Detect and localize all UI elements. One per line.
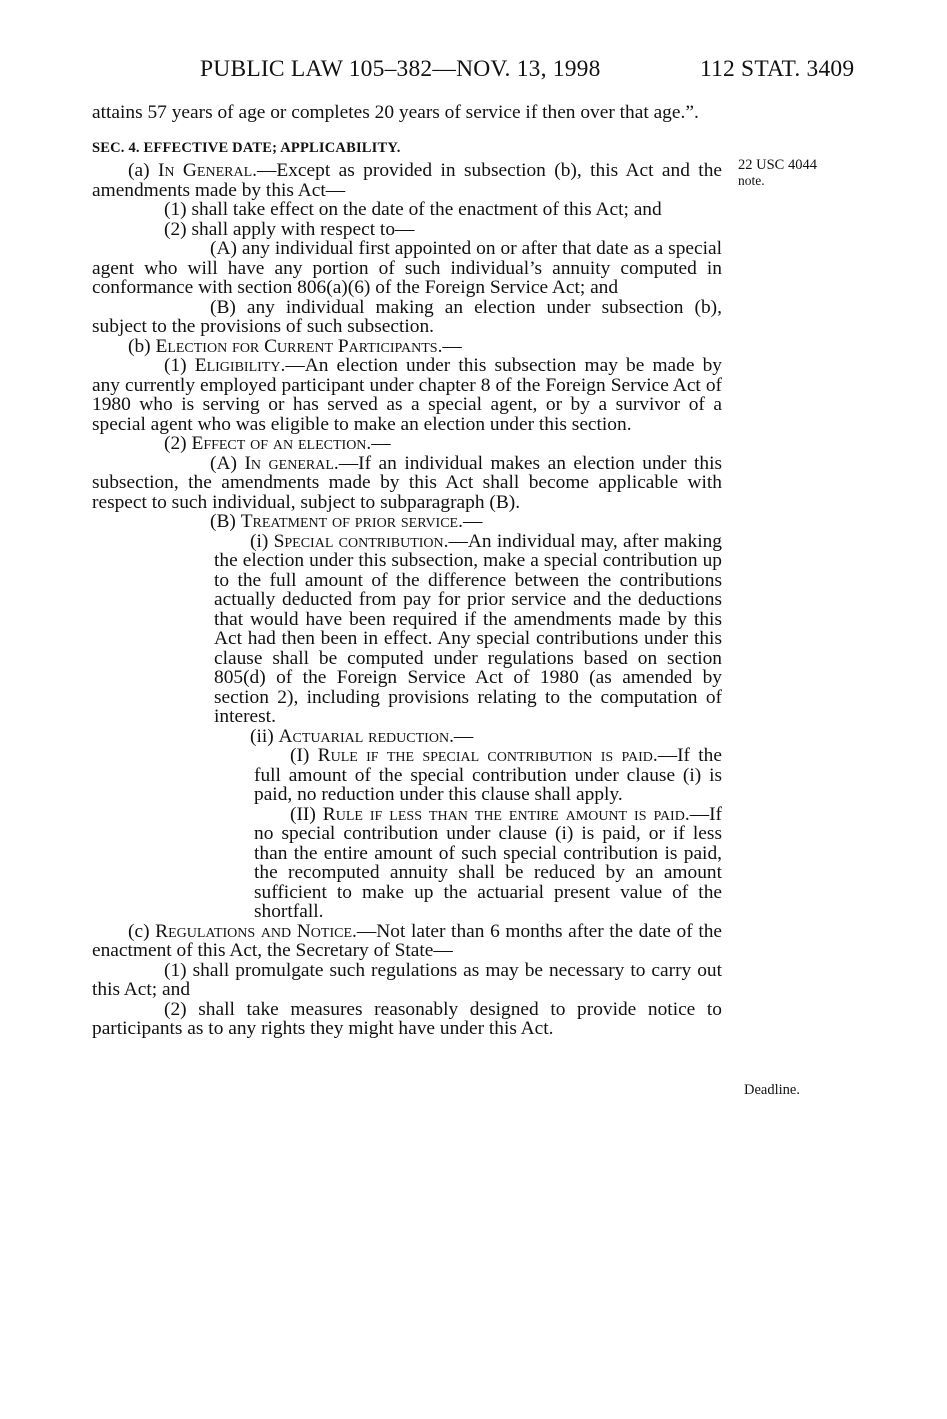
subsection-a-heading: In General (157, 160, 253, 181)
margin-note-deadline: Deadline. (744, 1082, 800, 1098)
subparagraph-b2B-heading: Treatment of prior service (240, 511, 459, 532)
clause-i: (i) Special contribution.—An individual may, after making the election under this subsection, make a special contribution up to the full amount of the difference between the contributions actually deducted from pay for prior service and the deductions that would have been required if the amendments made by this Act had then been in effect. Any special contributions under this clause shall be computed under regulations based on section 805(d) of the Foreign Service Act of 1980 (as amended by section 2), including provisions relating to the computation of interest. (214, 530, 722, 727)
paragraph-b1-heading: Eligibility (194, 355, 281, 376)
subclause-II-heading: Rule if less than the entire amount is paid (322, 803, 685, 825)
paragraph-b2: (2) Effect of an election.— (164, 433, 391, 454)
running-header-stat: 112 STAT. 3409 (700, 56, 855, 82)
subsection-b-heading: Election for Current Participants (155, 335, 438, 357)
subparagraph-b2A-heading: In general (244, 452, 334, 474)
subclause-II: (II) Rule if less than the entire amount is paid.—If no special contribution under clause (i) is paid, or if less than the entire amount of such special contribution is paid, the recomputed annuity shall be reduced by an amount sufficient to make up the actuarial present value of the shortfall. (254, 803, 722, 922)
paragraph-b2-heading: Effect of an election (191, 433, 367, 454)
paragraph-c2: (2) shall take measures reasonably designed to provide notice to participants as to any rights they might have under this Act. (92, 998, 722, 1039)
subsection-b: (b) Election for Current Participants.— (128, 335, 462, 357)
subclause-I-heading: Rule if the special contribution is paid (317, 745, 653, 766)
clause-i-heading: Special contribution (273, 530, 444, 552)
paragraph-a1: (1) shall take effect on the date of the enactment of this Act; and (164, 199, 662, 220)
paragraph-b1: (1) Eligibility.—An election under this subsection may be made by any currently employed participant under chapter 8 of the Foreign Service Act of 1980 who is serving or has served as a special agent, or by a survivor of a special agent who was eligible to make an election under this section. (92, 355, 722, 435)
subsection-c: (c) Regulations and Notice.—Not later than 6 months after the date of the enactment of this Act, the Secretary of State— (92, 920, 723, 961)
clause-ii: (ii) Actuarial reduction.— (250, 725, 474, 747)
subparagraph-a2A: (A) any individual first appointed on or after that date as a special agent who will have any portion of such individual’s annuity computed in conformance with section 806(a)(6) of the Foreign Service Act; and (92, 238, 722, 298)
document-body (92, 103, 722, 1039)
subparagraph-b2B: (B) Treatment of prior service.— (210, 511, 483, 532)
running-header-law: PUBLIC LAW 105–382—NOV. 13, 1998 (200, 56, 601, 82)
subclause-I: (I) Rule if the special contribution is paid.—If the full amount of the special contribution under clause (i) is paid, no reduction under this clause shall apply. (254, 745, 722, 805)
subsection-a: (a) In General.—Except as provided in subsection (b), this Act and the amendments made by this Act— (92, 160, 722, 201)
paragraph-a2: (2) shall apply with respect to— (164, 218, 415, 240)
margin-note-usc: 22 USC 4044 (738, 157, 817, 173)
subparagraph-a2B: (B) any individual making an election under subsection (b), subject to the provisions of such subsection. (92, 296, 722, 337)
margin-note-note: note. (738, 173, 765, 188)
subparagraph-b2A: (A) In general.—If an individual makes an election under this subsection, the amendments made by this Act shall become applicable with respect to such individual, subject to subparagraph (B). (92, 452, 722, 513)
section-heading: SEC. 4. EFFECTIVE DATE; APPLICABILITY. (92, 139, 401, 156)
clause-ii-heading: Actuarial reduction (278, 725, 450, 747)
paragraph-continuation: attains 57 years of age or completes 20 years of service if then over that age.”. (92, 102, 699, 123)
subsection-c-heading: Regulations and Notice (155, 920, 353, 942)
paragraph-c1: (1) shall promulgate such regulations as may be necessary to carry out this Act; and (92, 959, 722, 1000)
